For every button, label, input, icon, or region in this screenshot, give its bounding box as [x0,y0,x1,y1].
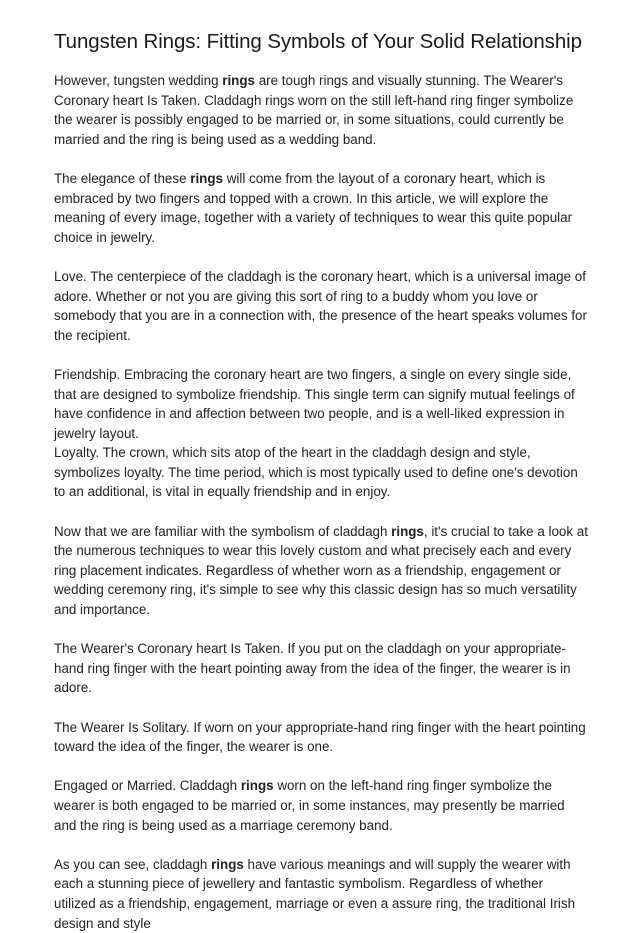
body-paragraph [54,522,588,620]
body-paragraph [54,443,588,502]
paragraph-text: Friendship. Embracing the coronary heart are two fingers, a single on every single side, that are designed to symbolize friendship. This single term can signify mutual feelings of have confidence in and affection between two people, and is a well-liked expression in jewelry layout. [54,366,575,441]
paragraph-text: Now that we are familiar with the symbolism of claddagh [54,523,392,539]
paragraph-text: However, tungsten wedding [54,73,223,88]
body-paragraph [54,365,588,443]
keyword-highlight: rings [211,856,244,872]
paragraph-text: will come from the layout of a coronary heart, which is embraced by two fingers and topped with a crown. In this article, we will explore the meaning of every image, together with a variety of techniques to wear this quite popular choice in jewelry. [54,170,573,245]
body-paragraph [54,267,588,345]
body-paragraph [54,718,588,757]
paragraph-text: The elegance of these [54,170,191,186]
paragraph-text: As you can see, claddagh [54,856,212,872]
paragraph-text: worn on the left-hand ring finger symbolize the wearer is both engaged to be married or, in some instances, may presently be married and the ring is being used as a marriage ceremony band. [54,778,565,833]
document-body [54,71,588,933]
paragraph-text: are tough rings and visually stunning. The Wearer's Coronary heart Is Taken. Claddagh rings worn on the still left-hand ring finger symbolize the wearer is possibly engaged to be married or, in some situations, could currently be married and the ring is being used as a wedding band. [54,73,574,147]
keyword-highlight: rings [391,523,424,539]
body-paragraph [54,776,588,835]
paragraph-text: Love. The centerpiece of the claddagh is the coronary heart, which is a universal image of adore. Whether or not you are giving this sort of ring to a buddy whom you love or somebody that you are in a connection with, the presence of the heart speaks volumes for the recipient. [54,268,587,343]
body-paragraph [54,855,588,933]
paragraph-text: , it's crucial to take a look at the numerous techniques to wear this lovely custom and what precisely each and every ring placement indicates. Regardless of whether worn as a friendship, engagement or wedding ceremony ring, it's simple to see why this classic design has so much versatility and importance. [54,523,588,618]
paragraph-text: Loyalty. The crown, which sits atop of the heart in the claddagh design and style, symbolizes loyalty. The time period, which is most typically used to define one's devotion to an additional, is vital in equally friendship and in enjoy. [54,445,578,500]
body-paragraph [54,639,588,698]
body-paragraph [54,71,588,149]
document-title: Tungsten Rings: Fitting Symbols of Your Solid Relationship [54,30,582,53]
keyword-highlight: rings [190,170,223,186]
paragraph-text: The Wearer's Coronary heart Is Taken. If you put on the claddagh on your appropriate-hand ring finger with the heart pointing away from the idea of the finger, the wearer is in adore. [54,641,571,696]
paragraph-text: The Wearer Is Solitary. If worn on your appropriate-hand ring finger with the heart pointing toward the idea of the finger, the wearer is one. [54,719,586,755]
keyword-highlight: rings [240,778,274,794]
paragraph-text: Engaged or Married. Claddagh [54,778,241,794]
body-paragraph [54,169,588,247]
paragraph-text: have various meanings and will supply the wearer with each a stunning piece of jewellery and fantastic symbolism. Regardless of whether utilized as a friendship, engagement, marriage or even a assure ring, the traditional Irish design and style [54,856,576,931]
keyword-highlight: rings [222,73,255,88]
